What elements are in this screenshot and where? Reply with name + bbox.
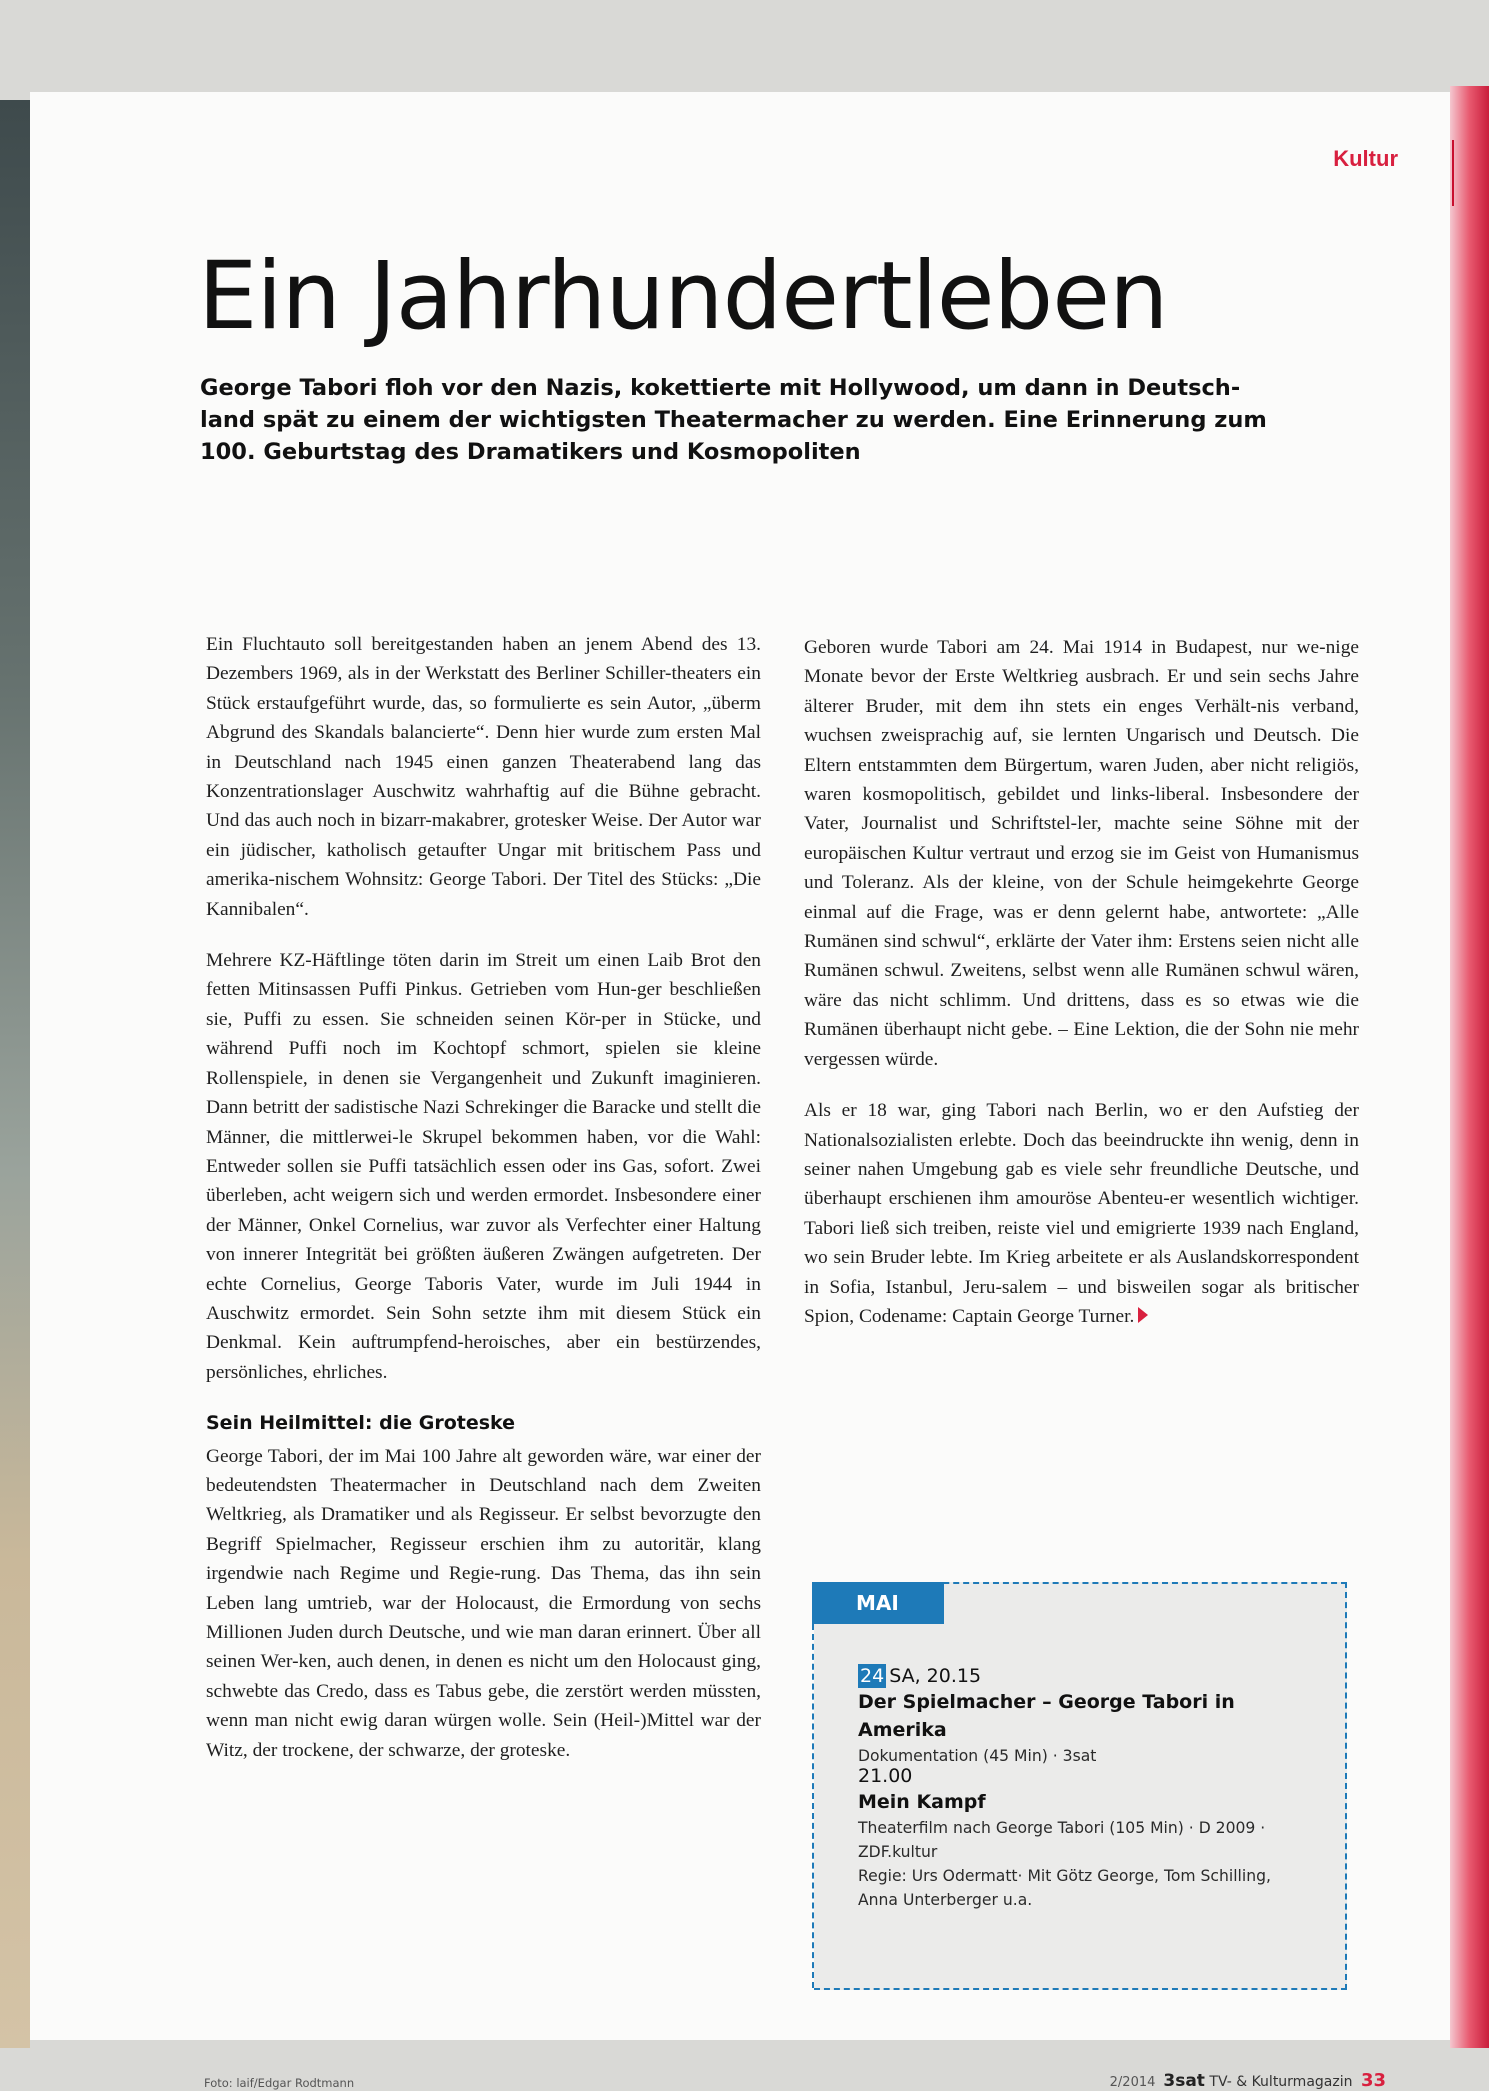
magazine-page: [30, 92, 1450, 2091]
program-meta: ZDF.kultur: [858, 1843, 938, 1861]
next-page-edge: [1450, 86, 1489, 2048]
page-footer: [1110, 2070, 1386, 2091]
entry-time: SA, 20.15: [889, 1665, 982, 1687]
program-meta: Theaterfilm nach George Tabori (105 Min) · D 2009 ·: [858, 1819, 1266, 1837]
paragraph-text: Als er 18 war, ging Tabori nach Berlin, wo er den Aufstieg der Nationalsozialisten erlebte. Doch das beeindruckte ihn wenig, denn in seiner nahen Umgebung gab es viele sehr freundliche Deutsche, und überhaupt erschienen ihm amouröse Abenteu-er wesentlich wichtiger. Tabori ließ sich treiben, reiste viel und emigrierte 1939 nach England, wo sein Bruder lebte. Im Krieg arbeitete er als Auslandskorrespondent in Sofia, Istanbul, Jeru-salem – und bisweilen sogar als britischer Spion, Codename: Captain George Turner.: [804, 1100, 1359, 1327]
date-badge: 24: [860, 1665, 885, 1687]
article-lead: George Tabori floh vor den Nazis, kokettierte mit Hollywood, um dann in Deutsch-land spät zu einem der wichtigsten Theatermacher zu werden. Eine Erinnerung zum 100. Geburtstag des Dramatikers und Kosmopoliten: [200, 375, 1267, 465]
cover-photo-strip: [0, 100, 30, 2048]
entry-time-line: [858, 1664, 1318, 1688]
paragraph: Ein Fluchtauto soll bereitgestanden haben an jenem Abend des 13. Dezembers 1969, als in der Werkstatt des Berliner Schiller-theaters ein Stück erstaufgeführt wurde, das, so formulierte es sein Autor, „überm Abgrund des Skandals balancierte“. Denn hier wurde zum ersten Mal in Deutschland nach 1945 einen ganzen Theaterabend lang das Konzentrationslager Auschwitz wahrhaftig auf die Bühne gebracht. Und das auch noch in bizarr-makabrer, grotesker Weise. Der Autor war ein jüdischer, katholisch getaufter Ungar mit britischem Pass und amerika-nischem Wohnsitz: George Tabori. Der Titel des Stücks: „Die Kannibalen“.: [206, 634, 761, 920]
paragraph: George Tabori, der im Mai 100 Jahre alt geworden wäre, war einer der bedeutendsten Theatermacher in Deutschland nach dem Zweiten Weltkrieg, als Dramatiker und als Regisseur. Er selbst bevorzugte den Begriff Spielmacher, Regisseur erschien ihm zu autoritär, klang irgendwie nach Regime und Regie-rung. Das Thema, das ihn sein Leben lang umtrieb, war der Holocaust, die Ermordung von sechs Millionen Juden durch Deutsche, und wie man daran erinnert. Über all seinen Wer-ken, auch denen, in denen es nicht um den Holocaust ging, schwebte das Credo, dass es Tabus gebe, die zerstört werden müssten, wenn man nicht ewig daran würgen wolle. Sein (Heil-)Mittel war der Witz, der trockene, der schwarze, der groteske.: [206, 1445, 761, 1761]
subheading: Sein Heilmittel: die Groteske: [206, 1412, 516, 1435]
article-title: Ein Jahrhundertleben: [198, 242, 1168, 351]
program-title: Mein Kampf: [858, 1791, 986, 1813]
schedule-entry: [858, 1664, 1318, 1768]
section-edge-marker: [1452, 140, 1454, 206]
paragraph-last: [804, 1096, 1359, 1331]
program-meta: Dokumentation (45 Min) · 3sat: [858, 1747, 1097, 1765]
program-title: Der Spielmacher – George Tabori in Amerika: [858, 1691, 1235, 1741]
continue-triangle-icon: [1138, 1307, 1148, 1323]
photo-credit: Foto: laif/Edgar Rodtmann: [204, 2076, 355, 2090]
entry-time: 21.00: [858, 1765, 913, 1787]
program-credits: Anna Unterberger u.a.: [858, 1891, 1033, 1909]
brand-logo: 3sat: [1163, 2071, 1205, 2091]
schedule-entry: [858, 1764, 1318, 1912]
section-label: Kultur: [1333, 146, 1398, 171]
program-credits: Regie: Urs Odermatt· Mit Götz George, Tom Schilling,: [858, 1867, 1271, 1885]
month-tab: MAI: [812, 1582, 944, 1624]
left-column: [206, 630, 761, 1787]
paragraph: Mehrere KZ-Häftlinge töten darin im Streit um einen Laib Brot den fetten Mitinsassen Puffi Pinkus. Getrieben vom Hun-ger beschließen sie, Puffi zu essen. Sie schneiden seinen Kör-per in Stücke, und während Puffi noch im Kochtopf schmort, spielen sie kleine Rollenspiele, in denen sie Vergangenheit und Zukunft imaginieren. Dann betritt der sadistische Nazi Schrekinger die Baracke und stellt die Männer, die mittlerwei-le Skrupel bekommen haben, vor die Wahl: Entweder sollen sie Puffi tatsächlich essen oder ins Gas, sofort. Zwei überleben, acht weigern sich und werden ermordet. Insbesondere einer der Männer, Onkel Cornelius, war zuvor als Verfechter einer Haltung von innerer Integrität bei größten äußeren Zwängen aufgetreten. Der echte Cornelius, George Taboris Vater, wurde im Juli 1944 in Auschwitz ermordet. Sein Sohn setzte ihm mit diesem Stück ein Denkmal. Kein auftrumpfend-heroisches, aber ein bestürzendes, persönliches, ehrliches.: [206, 950, 761, 1383]
page-number: 33: [1360, 2070, 1386, 2091]
issue-number: 2/2014: [1109, 2075, 1156, 2090]
magazine-name: TV- & Kulturmagazin: [1209, 2074, 1353, 2090]
tv-schedule-box: [814, 1582, 1347, 1990]
right-column: [804, 633, 1359, 1353]
paragraph: Geboren wurde Tabori am 24. Mai 1914 in Budapest, nur we-nige Monate bevor der Erste Weltkrieg ausbrach. Er und sein sechs Jahre älterer Bruder, mit dem ihn stets ein enges Verhält-nis verband, wuchsen zweisprachig auf, sie lernten Ungarisch und Deutsch. Die Eltern entstammten dem Bürgertum, waren Juden, aber nicht religiös, waren kosmopolitisch, gebildet und links-liberal. Insbesondere der Vater, Journalist und Schriftstel-ler, machte seine Söhne mit der europäischen Kultur vertraut und erzog sie im Geist von Humanismus und Toleranz. Als der kleine, von der Schule heimgekehrte George einmal auf die Frage, was er denn gelernt habe, antwortete: „Alle Rumänen sind schwul“, erklärte der Vater ihm: Erstens seien nicht alle Rumänen schwul. Zweitens, selbst wenn alle Rumänen schwul wären, wäre das nicht schlimm. Und drittens, dass es so etwas wie die Rumänen überhaupt nicht gebe. – Eine Lektion, die der Sohn nie mehr vergessen würde.: [804, 637, 1359, 1070]
